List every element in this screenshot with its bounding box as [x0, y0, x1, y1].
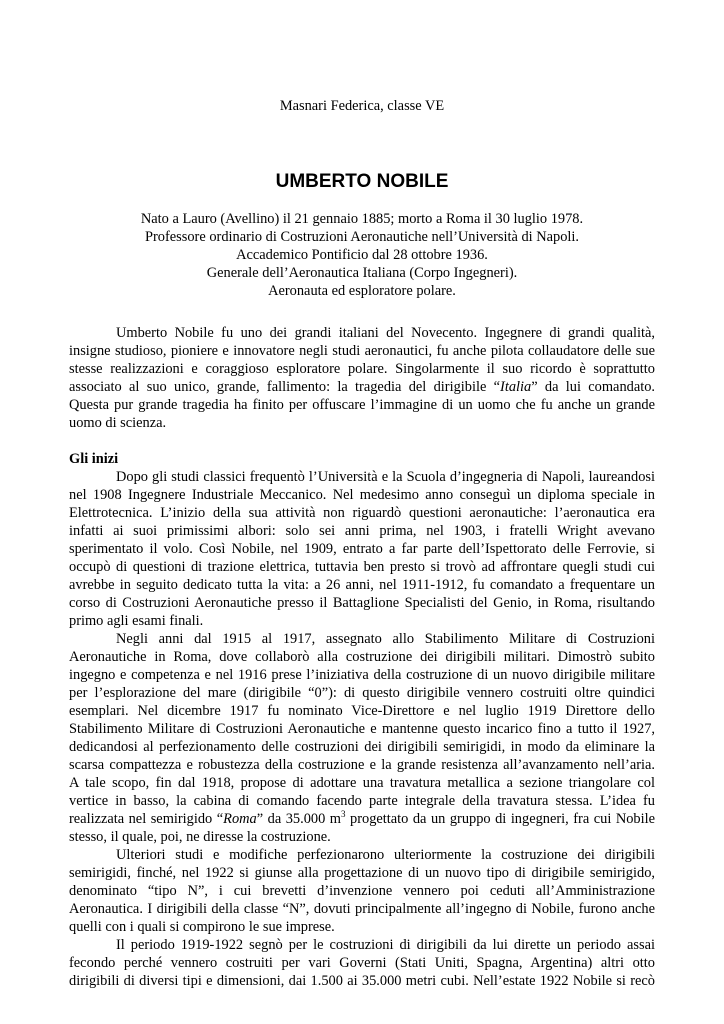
text-line: stesse realizzazioni e coraggioso esploratore polare. Singolarmente il suo ricordo è soprattutto: [69, 361, 655, 377]
text-line: vertice in basso, la cabina di comando facendo parte integrale della travatura stessa. L’idea fu: [69, 793, 655, 809]
intro-paragraph: [69, 324, 655, 432]
text-line: Aeronautica. I dirigibili della classe “N”, dovuti principalmente all’ingegno di Nobile, furono anche: [69, 901, 655, 917]
text-line: fecondo perché vennero costruiti per vari Governi (Stati Uniti, Spagna, Argentina) altri otto: [69, 955, 655, 971]
bio-line: Aeronauta ed esploratore polare.: [268, 283, 456, 299]
text-line: denominato “tipo N”, i cui brevetti d’invenzione vennero poi ceduti all’Amministrazione: [69, 883, 655, 899]
bio-block: [0, 210, 724, 300]
text-line: ingegno e competenza e nel 1916 prese l’iniziativa della costruzione di un nuovo dirigibile militare: [69, 667, 655, 683]
bio-line: Accademico Pontificio dal 28 ottobre 1936.: [236, 247, 488, 263]
text-span: ” da 35.000 m: [256, 811, 341, 827]
paragraph-3: [69, 846, 655, 936]
text-span: associato al suo unico, grande, fallimento: la tragedia del dirigibile “: [69, 379, 501, 395]
author-line: Masnari Federica, classe VE: [279, 98, 445, 114]
bio-line: Generale dell’Aeronautica Italiana (Corpo Ingegneri).: [206, 265, 518, 281]
text-line: corso di Costruzioni Aeronautiche presso il Battaglione Specialisti del Genio, in Roma, risultando: [69, 595, 655, 611]
text-line: Negli anni dal 1915 al 1917, assegnato allo Stabilimento Militare di Costruzioni: [116, 631, 655, 647]
text-line: dirigibili di diversi tipi e dimensioni, dai 1.500 ai 35.000 metri cubi. Nell’estate 1922 Nobile si recò: [69, 973, 655, 989]
bio-line: Professore ordinario di Costruzioni Aeronautiche nell’Università di Napoli.: [144, 229, 580, 245]
text-line: scarsa compattezza e robustezza della costruzione e la grande resistenza all’avanzamento nell’aria.: [69, 757, 655, 773]
text-line: Stabilimento Militare di Costruzioni Aeronautiche e mantenne questo incarico fino a tutto il 1927,: [69, 721, 655, 737]
text-line: Ulteriori studi e modifiche perfezionarono ulteriormente la costruzione dei dirigibili: [116, 847, 655, 863]
paragraph-4: [69, 936, 655, 990]
text-line: avrebbe in seguito dedicato tutta la vita: a 26 anni, nel 1911-1912, fu comandato a frequentare un: [69, 577, 655, 593]
text-line: primo agli esami finali.: [69, 613, 204, 629]
text-line: semirigidi, finché, nel 1922 si giunse alla progettazione di un nuovo tipo di dirigibile semirigido,: [69, 865, 655, 881]
page-title: UMBERTO NOBILE: [275, 171, 449, 192]
superscript-3: 3: [341, 809, 346, 820]
document-body: [69, 324, 655, 990]
bio-line: Nato a Lauro (Avellino) il 21 gennaio 1885; morto a Roma il 30 luglio 1978.: [140, 211, 584, 227]
text-line: stesso, il quale, poi, ne diresse la costruzione.: [69, 829, 331, 845]
text-line: sperimentato il volo. Così Nobile, nel 1909, entrato a far parte dell’Ispettorato delle Ferrovie, si: [69, 541, 655, 557]
paragraph-1: [69, 468, 655, 630]
text-line: occupò di questioni di trazione elettrica, tuttavia ben presto si trovò ad affrontare quegli studi cui: [69, 559, 655, 575]
text-line: dedicandosi al perfezionamento delle costruzioni dei dirigibili semirigidi, in modo da eliminare la: [69, 739, 655, 755]
text-line: quelli con i quali si compirono le sue imprese.: [69, 919, 335, 935]
text-span: progettato da un gruppo di ingegneri, fra cui Nobile: [345, 811, 655, 827]
text-line: Elettrotecnica. L’inizio della sua attività non riguardò questioni aeronautiche: l’aeronautica era: [69, 505, 655, 521]
text-line: [69, 378, 655, 396]
paragraph-gap: [69, 432, 655, 450]
text-line: uomo di scienza.: [69, 415, 167, 431]
text-span: ” da lui comandato.: [531, 379, 656, 395]
text-line: nel 1908 Ingegnere Industriale Meccanico. Nel medesimo anno conseguì un diploma speciale in: [69, 487, 655, 503]
text-line: [69, 810, 655, 828]
text-line: Aeronautiche in Roma, dove collaborò alla costruzione dei dirigibili militari. Dimostrò subito: [69, 649, 655, 665]
text-line: per l’esplorazione del mare (dirigibile “0”): di questo dirigibile vennero costruiti oltre quindici: [69, 685, 655, 701]
text-line: Il periodo 1919-1922 segnò per le costruzioni di dirigibili da lui dirette un periodo assai: [116, 937, 655, 953]
section-heading: Gli inizi: [69, 451, 119, 467]
paragraph-2: [69, 630, 655, 846]
text-line: esemplari. Nel dicembre 1917 fu nominato Vice-Direttore e nel luglio 1919 Direttore dello: [69, 703, 655, 719]
airship-name-roma: Roma: [223, 811, 257, 827]
airship-name-italia: Italia: [500, 379, 532, 395]
text-line: Umberto Nobile fu uno dei grandi italiani del Novecento. Ingegnere di grandi qualità,: [116, 325, 655, 341]
text-line: Questa pur grande tragedia ha finito per offuscare l’immagine di un uomo che fu anche un grande: [69, 397, 655, 413]
text-line: infatti ai suoi primissimi albori: solo sei anni prima, nel 1903, i fratelli Wright avevano: [69, 523, 655, 539]
text-span: realizzata nel semirigido “: [69, 811, 224, 827]
text-line: Dopo gli studi classici frequentò l’Università e la Scuola d’ingegneria di Napoli, laureandosi: [116, 469, 655, 485]
text-line: insigne studioso, pioniere e innovatore negli studi aeronautici, fu anche pilota collaudatore delle sue: [69, 343, 655, 359]
text-line: A tale scopo, fin dal 1918, propose di adottare una travatura metallica a sezione triangolare col: [69, 775, 655, 791]
